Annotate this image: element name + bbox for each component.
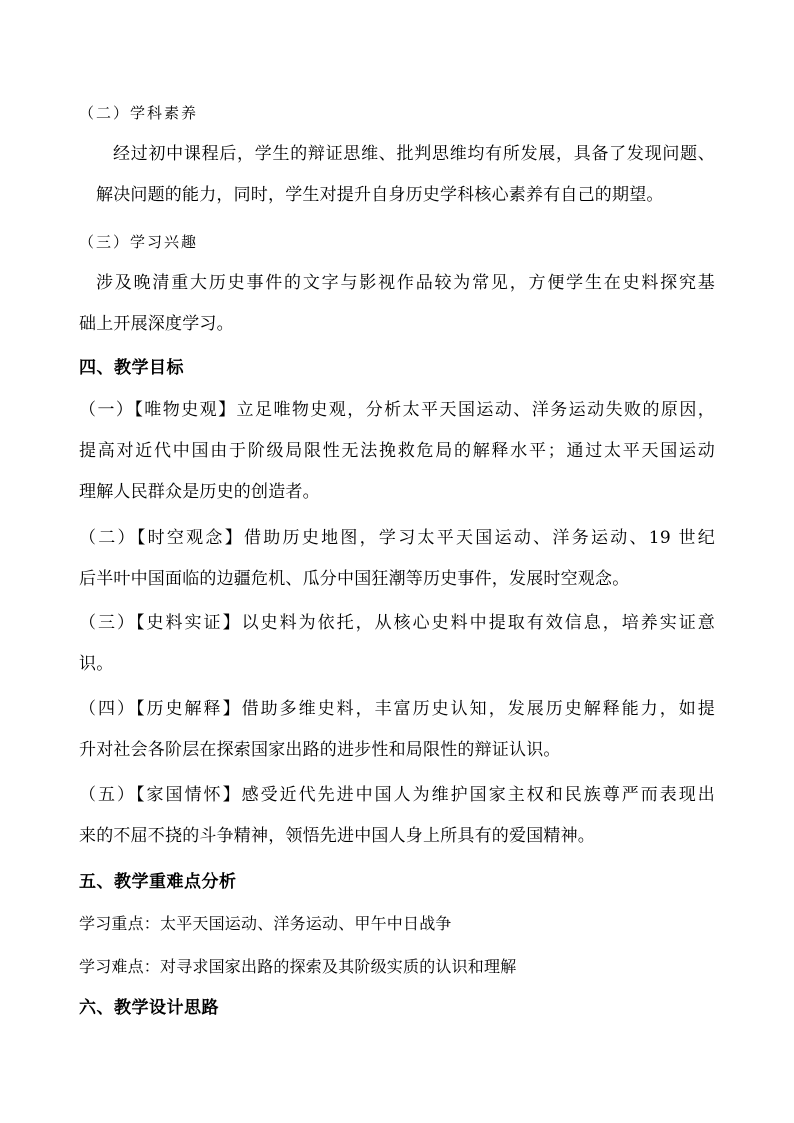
- subheading-learning-interest: （三）学习兴趣: [79, 233, 199, 251]
- paragraph-line: 解决问题的能力，同时，学生对提升自身历史学科核心素养有自己的期望。: [96, 185, 664, 205]
- paragraph-line: 理解人民群众是历史的创造者。: [79, 482, 320, 502]
- paragraph-line: 经过初中课程后，学生的辩证思维、批判思维均有所发展，具备了发现问题、: [113, 144, 715, 164]
- goal-spacetime: [79, 518, 715, 600]
- paragraph-line: 识。: [79, 654, 114, 674]
- goal-materialism: [79, 390, 715, 513]
- goal-patriotism: [79, 775, 715, 857]
- paragraph-line: （四）【历史解释】借助多维史料，丰富历史认知，发展历史解释能力，如提: [79, 699, 715, 719]
- paragraph-line: （五）【家国情怀】感受近代先进中国人为维护国家主权和民族尊严而表现出: [79, 785, 715, 805]
- paragraph-line: 升对社会各阶层在探索国家出路的进步性和局限性的辩证认识。: [79, 740, 561, 760]
- paragraph-line: 础上开展深度学习。: [79, 314, 234, 334]
- paragraph-line: （一）【唯物史观】立足唯物史观，分析太平天国运动、洋务运动失败的原因，: [79, 400, 715, 420]
- heading-key-difficult-points: 五、教学重难点分析: [79, 872, 237, 892]
- paragraph-line: 涉及晚清重大历史事件的文字与影视作品较为常见，方便学生在史料探究基: [96, 273, 715, 293]
- paragraph-line: （二）【时空观念】借助历史地图，学习太平天国运动、洋务运动、19 世纪: [79, 528, 715, 548]
- heading-teaching-goals: 四、教学目标: [79, 358, 184, 378]
- paragraph-subject-literacy: [79, 134, 715, 216]
- paragraph-line: 来的不屈不挠的斗争精神，领悟先进中国人身上所具有的爱国精神。: [79, 826, 595, 846]
- goal-evidence: [79, 603, 715, 685]
- goal-interpretation: [79, 689, 715, 771]
- difficult-points-line: 学习难点：对寻求国家出路的探索及其阶级实质的认识和理解: [79, 957, 517, 976]
- paragraph-line: （三）【史料实证】以史料为依托，从核心史料中提取有效信息，培养实证意: [79, 613, 715, 633]
- heading-design-approach: 六、教学设计思路: [79, 998, 219, 1018]
- paragraph-line: 后半叶中国面临的边疆危机、瓜分中国狂潮等历史事件，发展时空观念。: [79, 569, 630, 589]
- subheading-subject-literacy: （二）学科素养: [79, 104, 199, 122]
- paragraph-learning-interest: [79, 263, 715, 345]
- paragraph-line: 提高对近代中国由于阶级局限性无法挽救危局的解释水平；通过太平天国运动: [79, 441, 715, 461]
- key-points-line: 学习重点：太平天国运动、洋务运动、甲午中日战争: [79, 914, 452, 933]
